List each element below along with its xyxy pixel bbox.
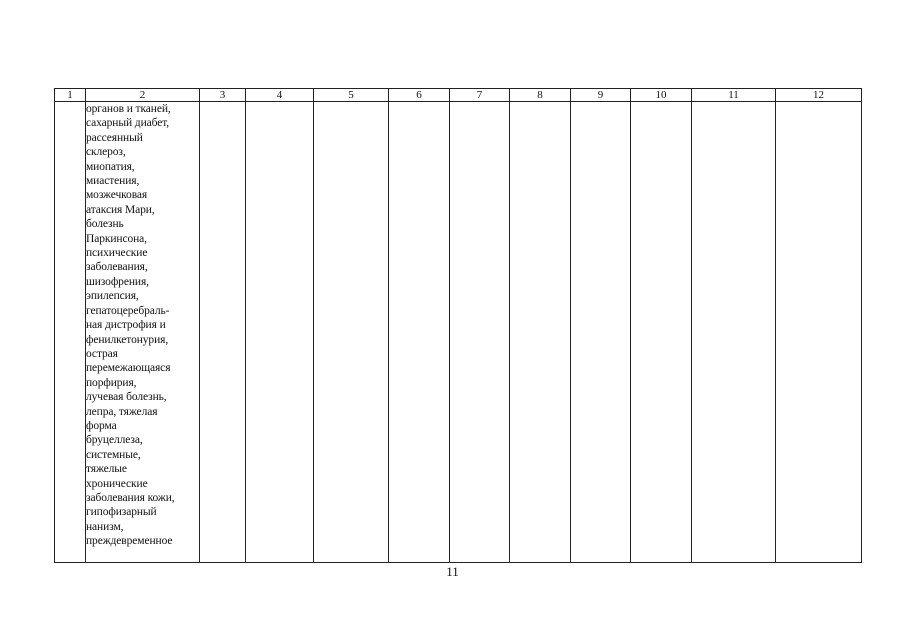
column-header-12: 12 (776, 89, 862, 102)
cell-text-line: психические (86, 247, 148, 260)
cell-text-line: сахарный диабет, (86, 117, 170, 130)
table-cell-col-8 (510, 102, 571, 563)
cell-text-line: лучевая болезнь, (86, 391, 167, 404)
table-row (55, 102, 862, 563)
column-header-7: 7 (450, 89, 510, 102)
cell-text-line: миастения, (86, 175, 140, 188)
cell-text-line: фенилкетонурия, (86, 333, 169, 346)
document-table (54, 88, 862, 563)
column-header-1: 1 (55, 89, 86, 102)
cell-text-line: Паркинсона, (86, 232, 147, 245)
cell-text-line: преждевременное (86, 535, 173, 548)
cell-text-line: шизофрения, (86, 275, 149, 288)
cell-text-line: острая (86, 347, 118, 360)
cell-text-line: перемежающаяся (86, 362, 171, 375)
cell-text-line: лепра, тяжелая (86, 405, 158, 418)
table-cell-col-11 (692, 102, 776, 563)
table-cell-col-9 (571, 102, 631, 563)
column-header-10: 10 (631, 89, 692, 102)
cell-text-line: болезнь (86, 218, 124, 231)
table-cell-col-10 (631, 102, 692, 563)
column-header-9: 9 (571, 89, 631, 102)
cell-text-line: гепатоцеребраль- (86, 304, 170, 317)
column-header-2: 2 (86, 89, 200, 102)
table-cell-col-4 (246, 102, 314, 563)
cell-text-line: заболевания кожи, (86, 491, 175, 504)
table-cell-col-5 (314, 102, 389, 563)
cell-text-line: форма (86, 419, 117, 432)
cell-text-line: органов и тканей, (86, 103, 171, 115)
column-header-6: 6 (389, 89, 450, 102)
cell-text-line: рассеянный (86, 131, 143, 144)
table-cell-col-3 (200, 102, 246, 563)
column-header-4: 4 (246, 89, 314, 102)
cell-text-line: порфирия, (86, 376, 137, 389)
table-cell-col-7 (450, 102, 510, 563)
cell-text-line: системные, (86, 448, 141, 461)
column-header-5: 5 (314, 89, 389, 102)
cell-text-line: ная дистрофия и (86, 319, 166, 332)
cell-text-line: эпилепсия, (86, 290, 139, 303)
cell-text-line: гипофизарный (86, 506, 157, 519)
table-cell-col-6 (389, 102, 450, 563)
column-header-8: 8 (510, 89, 571, 102)
table-cell-col-2 (86, 102, 200, 563)
column-header-3: 3 (200, 89, 246, 102)
column-header-11: 11 (692, 89, 776, 102)
cell-text-line: хронические (86, 477, 148, 490)
cell-text-line: нанизм, (86, 520, 124, 533)
cell-text-line: тяжелые (86, 463, 127, 476)
cell-text-line: мозжечковая (86, 189, 148, 202)
table-cell-col-12 (776, 102, 862, 563)
page-number: 11 (446, 564, 459, 579)
cell-text-line: бруцеллеза, (86, 434, 143, 447)
cell-text-line: миопатия, (86, 160, 135, 173)
table-cell-col-1 (55, 102, 86, 563)
header-row (55, 89, 862, 102)
cell-text-line: склероз, (86, 146, 126, 159)
cell-text-line: заболевания, (86, 261, 148, 274)
cell-text-line: атаксия Мари, (86, 203, 155, 216)
